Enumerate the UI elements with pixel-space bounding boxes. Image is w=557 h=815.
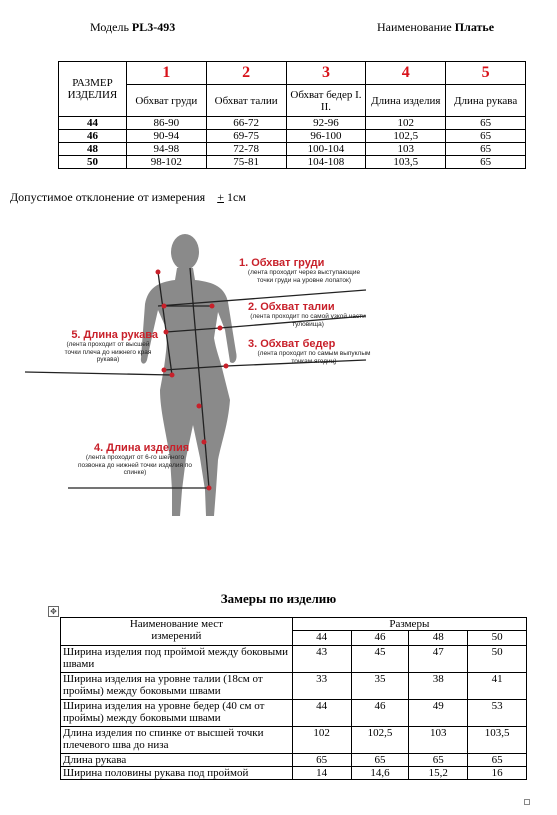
size-cell: 44 (59, 117, 127, 130)
measure-value: 53 (468, 700, 527, 727)
label-chest-title: 1. Обхват груди (239, 257, 325, 269)
table-row (61, 700, 527, 727)
value-cell: 69-75 (206, 130, 286, 143)
measure-value: 35 (351, 673, 409, 700)
value-cell: 98-102 (126, 156, 206, 169)
name-header: Наименование мест измерений (129, 618, 223, 642)
size-header: РАЗМЕР ИЗДЕЛИЯ (67, 77, 118, 101)
value-cell: 104-108 (286, 156, 366, 169)
column-label: Обхват бедер I. II. (286, 85, 366, 117)
measure-name: Ширина половины рукава под проймой (61, 767, 293, 780)
table-end-marker (524, 799, 530, 805)
label-waist (248, 301, 368, 328)
value-cell: 92-96 (286, 117, 366, 130)
measure-value: 33 (292, 673, 351, 700)
measure-value: 103 (409, 727, 468, 754)
measure-value: 103,5 (468, 727, 527, 754)
measure-name: Ширина изделия на уровне талии (18см от проймы) между боковыми швами (61, 673, 293, 700)
size-header-cell (59, 62, 127, 117)
label-hips (248, 338, 380, 365)
measure-value: 50 (468, 646, 527, 673)
size-table (58, 61, 526, 169)
measurements-table (60, 617, 527, 780)
tolerance-line (10, 190, 246, 205)
table-row (61, 727, 527, 754)
value-cell: 66-72 (206, 117, 286, 130)
value-cell: 103,5 (366, 156, 446, 169)
value-cell: 102,5 (366, 130, 446, 143)
label-length-title: 4. Длина изделия (94, 442, 190, 454)
value-cell: 96-100 (286, 130, 366, 143)
measure-value: 102,5 (351, 727, 409, 754)
sizes-header: Размеры (292, 618, 526, 631)
measure-value: 65 (468, 754, 527, 767)
measure-value: 14,6 (351, 767, 409, 780)
name-line (377, 20, 494, 35)
value-cell: 86-90 (126, 117, 206, 130)
name-header-cell (61, 618, 293, 646)
column-number: 2 (206, 62, 286, 85)
measure-value: 65 (292, 754, 351, 767)
table-row (59, 143, 526, 156)
label-length-note: (лента проходит от 6-го шейного позвонка до нижней точки изделия по спинке) (77, 454, 193, 476)
measure-value: 49 (409, 700, 468, 727)
label-sleeve-note: (лента проходит от высшей точки плеча до нижнего края рукава) (64, 341, 152, 363)
value-cell: 65 (446, 143, 526, 156)
table-row (59, 130, 526, 143)
table-move-handle-icon[interactable]: ✥ (48, 606, 59, 617)
measure-value: 14 (292, 767, 351, 780)
size-cell: 50 (59, 156, 127, 169)
column-label: Обхват груди (126, 85, 206, 117)
measure-value: 16 (468, 767, 527, 780)
measure-value: 15,2 (409, 767, 468, 780)
measure-name: Ширина изделия под проймой между боковыми швами (61, 646, 293, 673)
measure-value: 44 (292, 700, 351, 727)
measure-value: 41 (468, 673, 527, 700)
column-label: Обхват талии (206, 85, 286, 117)
measure-value: 45 (351, 646, 409, 673)
tolerance-value: 1см (226, 190, 246, 204)
name-value: Платье (454, 20, 495, 34)
label-sleeve-title: 5. Длина рукава (71, 329, 158, 341)
column-label: Длина рукава (446, 85, 526, 117)
value-cell: 102 (366, 117, 446, 130)
value-cell: 72-78 (206, 143, 286, 156)
label-chest-note: (лента проходит через выступающие точки груди на уровне лопаток) (247, 269, 361, 284)
measure-value: 43 (292, 646, 351, 673)
measure-value: 47 (409, 646, 468, 673)
measure-value: 65 (351, 754, 409, 767)
value-cell: 65 (446, 130, 526, 143)
size-cell: 46 (59, 130, 127, 143)
column-label: Длина изделия (366, 85, 446, 117)
value-cell: 103 (366, 143, 446, 156)
measure-name: Длина рукава (61, 754, 293, 767)
value-cell: 75-81 (206, 156, 286, 169)
label-sleeve (58, 329, 158, 364)
model-value: PL3-493 (131, 20, 176, 34)
label-waist-note: (лента проходит по самой узкой части туловища) (250, 313, 366, 328)
column-number: 1 (126, 62, 206, 85)
table-row (59, 117, 526, 130)
measurements-title: Замеры по изделию (220, 591, 337, 606)
measure-value: 65 (409, 754, 468, 767)
value-cell: 94-98 (126, 143, 206, 156)
model-line (90, 20, 175, 35)
label-chest (239, 257, 369, 284)
label-hips-title: 3. Обхват бедер (248, 338, 336, 350)
size-col-header: 46 (351, 631, 409, 646)
measure-value: 38 (409, 673, 468, 700)
measure-name: Длина изделия по спинке от высшей точки плечевого шва до низа (61, 727, 293, 754)
label-length (76, 442, 194, 477)
measure-name: Ширина изделия на уровне бедер (40 см от проймы) между боковыми швами (61, 700, 293, 727)
value-cell: 90-94 (126, 130, 206, 143)
tolerance-sign: + (217, 190, 224, 204)
column-number: 3 (286, 62, 366, 85)
table-row (61, 754, 527, 767)
table-row (61, 673, 527, 700)
value-cell: 100-104 (286, 143, 366, 156)
size-col-header: 50 (468, 631, 527, 646)
tolerance-label: Допустимое отклонение от измерения (10, 190, 206, 204)
column-number: 4 (366, 62, 446, 85)
table-row (59, 156, 526, 169)
measure-value: 46 (351, 700, 409, 727)
label-hips-note: (лента проходит по самым выпуклым точкам ягодиц) (257, 350, 371, 365)
model-label: Модель (90, 20, 129, 34)
value-cell: 65 (446, 117, 526, 130)
measure-value: 102 (292, 727, 351, 754)
size-col-header: 44 (292, 631, 351, 646)
label-waist-title: 2. Обхват талии (248, 301, 335, 313)
size-cell: 48 (59, 143, 127, 156)
name-label: Наименование (377, 20, 452, 34)
table-row (61, 767, 527, 780)
value-cell: 65 (446, 156, 526, 169)
size-col-header: 48 (409, 631, 468, 646)
table-row (61, 646, 527, 673)
column-number: 5 (446, 62, 526, 85)
